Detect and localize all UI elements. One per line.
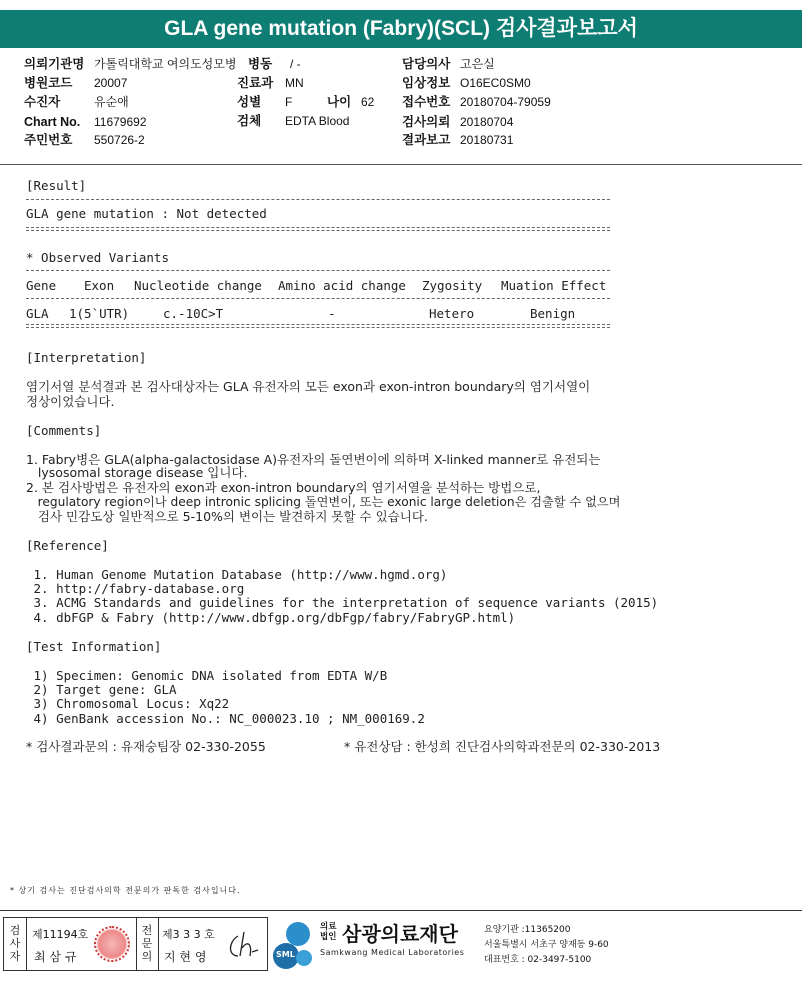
sex-label: 성별 [237, 95, 262, 109]
comment-1a: 1. Fabry병은 GLA(alpha-galactosidase A)유전자의 돌연변이에 의하며 X-linked manner로 유전되는 [26, 452, 601, 467]
doctor-value: 고은실 [460, 57, 495, 71]
comments-heading: [Comments] [26, 423, 102, 438]
report-date-label: 결과보고 [402, 133, 451, 147]
institution-value: 가톨릭대학교 여의도성모병 [94, 57, 237, 71]
variants-heading: * Observed Variants [26, 250, 169, 265]
test-info-heading: [Test Information] [26, 639, 162, 654]
tester-license: 제11194호 [32, 928, 89, 941]
doctor-label: 담당의사 [402, 57, 451, 71]
dept-label: 진료과 [237, 76, 274, 90]
variants-rule-bottom [26, 324, 610, 328]
institution-label: 의뢰기관명 [24, 57, 85, 71]
specialist-license: 제3 3 3 호 [162, 928, 215, 941]
tester-name: 최 삼 규 [34, 950, 77, 964]
ward-value: / - [290, 57, 301, 71]
sex-value: F [285, 95, 293, 109]
ward-label: 병동 [248, 57, 273, 71]
specialist-signature [224, 926, 260, 962]
contact-counseling: * 유전상담 : 한성희 진단검사의학과전문의 02-330-2013 [344, 739, 661, 754]
footnote: * 상기 검사는 진단검사의학 전문의가 판독한 검사입니다. [10, 886, 241, 895]
org-type-2: 법인 [320, 932, 337, 942]
tester-vertical-label: 검 사 자 [9, 924, 21, 963]
chart-label: Chart No. [24, 115, 81, 129]
reference-1: 1. Human Genome Mutation Database (http://www.hgmd.org) [26, 567, 448, 582]
cell-amino-acid: - [328, 306, 336, 321]
specimen-label: 검체 [237, 114, 262, 128]
result-heading: [Result] [26, 178, 87, 193]
receipt-label: 접수번호 [402, 95, 451, 109]
org-english-name: Samkwang Medical Laboratories [320, 948, 465, 957]
id-value: 550726-2 [94, 133, 145, 147]
specialist-vertical-label: 전 문 의 [141, 924, 153, 963]
org-code: 요양기관 :11365200 [484, 925, 571, 935]
test-info-1: 1) Specimen: Genomic DNA isolated from EDTA W/B [26, 668, 388, 683]
footer-divider [0, 910, 802, 911]
test-info-4: 4) GenBank accession No.: NC_000023.10 ; NM_000169.2 [26, 711, 425, 726]
interpretation-line-2: 정상이었습니다. [26, 394, 115, 409]
interpretation-line-1: 염기서열 분석결과 본 검사대상자는 GLA 유전자의 모든 exon과 exon-intron boundary의 염기서열이 [26, 379, 591, 394]
request-label: 검사의뢰 [402, 115, 451, 129]
col-exon: Exon [84, 278, 115, 293]
variants-rule-mid [26, 298, 610, 299]
reference-3: 3. ACMG Standards and guidelines for the interpretation of sequence variants (2015) [26, 595, 659, 610]
reference-4: 4. dbFGP & Fabry (http://www.dbfgp.org/dbFgp/fabry/FabryGP.html) [26, 610, 516, 625]
header-divider [0, 164, 802, 165]
clinical-value: O16EC0SM0 [460, 76, 531, 90]
request-value: 20180704 [460, 115, 514, 129]
signature-box [3, 917, 268, 971]
cell-gene: GLA [26, 306, 49, 321]
report-date-value: 20180731 [460, 133, 514, 147]
sml-logo-icon [272, 920, 316, 970]
cell-zygosity: Hetero [429, 306, 475, 321]
patient-label: 수진자 [24, 95, 61, 109]
tester-seal [94, 926, 130, 962]
result-rule-double [26, 227, 610, 231]
reference-2: 2. http://fabry-database.org [26, 581, 245, 596]
specimen-value: EDTA Blood [285, 114, 350, 128]
reference-heading: [Reference] [26, 538, 109, 553]
comment-1b: lysosomal storage disease 입니다. [26, 465, 248, 480]
org-type-1: 의료 [320, 922, 337, 932]
id-label: 주민번호 [24, 133, 73, 147]
cell-exon: 1(5`UTR) [69, 306, 130, 321]
org-name: 삼광의료재단 [342, 922, 458, 946]
hospital-code-value: 20007 [94, 76, 128, 90]
comment-2a: 2. 본 검사방법은 유전자의 exon과 exon-intron boundary의 염기서열을 분석하는 방법으로, [26, 480, 541, 495]
org-phone: 대표번호 : 02-3497-5100 [484, 955, 592, 965]
org-address: 서울특별시 서초구 양재동 9-60 [484, 940, 609, 950]
report-title: GLA gene mutation (Fabry)(SCL) 검사결과보고서 [0, 10, 802, 48]
sml-logo-text: SML [276, 950, 295, 959]
col-zygosity: Zygosity [422, 278, 483, 293]
variants-rule-top [26, 270, 610, 271]
col-amino-acid: Amino acid change [278, 278, 406, 293]
result-rule-top [26, 199, 610, 200]
specialist-name: 지 현 영 [164, 950, 207, 964]
contact-result: * 검사결과문의 : 유재숭팀장 02-330-2055 [26, 739, 266, 754]
result-line: GLA gene mutation : Not detected [26, 206, 267, 221]
patient-value: 유순애 [94, 95, 129, 109]
chart-value: 11679692 [94, 115, 147, 129]
dept-value: MN [285, 76, 304, 90]
comment-2c: 검사 민감도상 일반적으로 5-10%의 변이는 발견하지 못할 수 있습니다. [26, 509, 428, 524]
receipt-value: 20180704-79059 [460, 95, 551, 109]
col-gene: Gene [26, 278, 57, 293]
clinical-label: 임상정보 [402, 76, 451, 90]
test-info-3: 3) Chromosomal Locus: Xq22 [26, 696, 230, 711]
age-value: 62 [361, 95, 375, 109]
test-info-2: 2) Target gene: GLA [26, 682, 177, 697]
comment-2b: regulatory region이나 deep intronic splicing 돌연변이, 또는 exonic large deletion은 검출할 수 없으며 [26, 495, 621, 509]
col-effect: Muation Effect [501, 278, 607, 293]
cell-effect: Benign [530, 306, 576, 321]
hospital-code-label: 병원코드 [24, 76, 73, 90]
age-label: 나이 [327, 95, 352, 109]
cell-nucleotide: c.-10C>T [163, 306, 224, 321]
interpretation-heading: [Interpretation] [26, 350, 147, 365]
col-nucleotide: Nucleotide change [134, 278, 262, 293]
